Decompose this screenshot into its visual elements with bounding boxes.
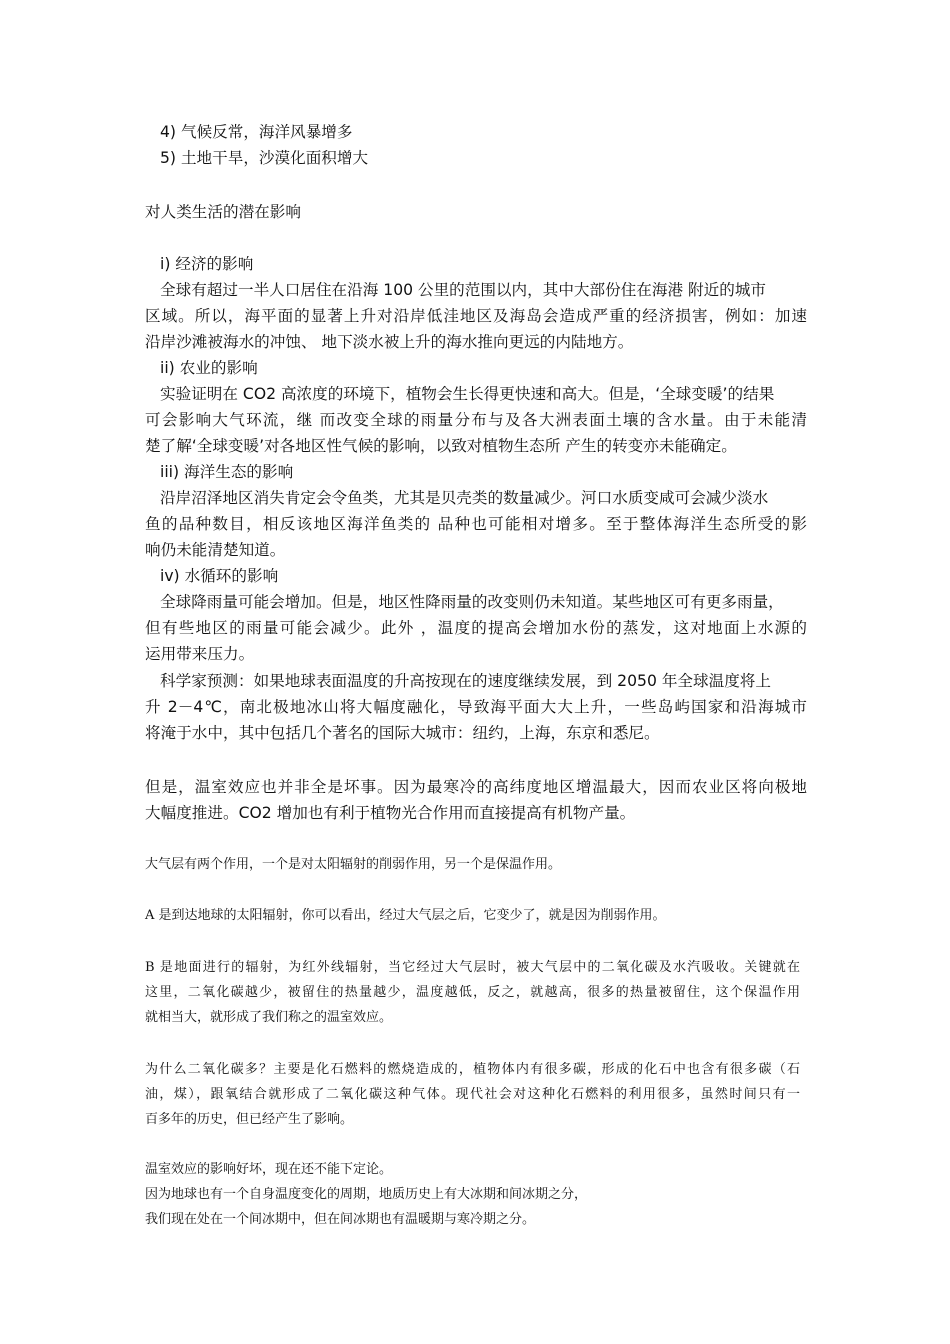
section-heading-economy: i) 经济的影响 [160,255,254,273]
paragraph-line: 楚了解‘全球变暖’对各地区性气候的影响，以致对植物生态所 产生的转变亦未能确定。 [145,437,737,455]
section-heading-ocean-ecology: iii) 海洋生态的影响 [160,463,294,481]
small-paragraph-line: 温室效应的影响好坏，现在还不能下定论。 [145,1162,393,1177]
paragraph-line: 运用带来压力。 [145,645,255,663]
paragraph-line: 鱼的品种数目，相反该地区海洋鱼类的 品种也可能相对增多。至于整体海洋生态所受的影 [145,515,807,533]
small-paragraph-line: 百多年的历史，但已经产生了影响。 [145,1112,354,1127]
however-line: 大幅度推进。CO2 增加也有利于植物光合作用而直接提高有机物产量。 [145,804,636,822]
prediction-line: 科学家预测：如果地球表面温度的升高按现在的速度继续发展，到 2050 年全球温度将上 [160,672,771,690]
paragraph-line: 区域。所以，海平面的显著上升对沿岸低洼地区及海岛会造成严重的经济损害，例如：加速 [145,307,807,325]
paragraph-line: 全球有超过一半人口居住在沿海 100 公里的范围以内，其中大部份住在海港 附近的城市 [160,281,767,299]
small-paragraph-line: 油，煤），跟氧结合就形成了二氧化碳这种气体。现代社会对这种化石燃料的利用很多，虽然时间只有一 [145,1087,800,1102]
small-paragraph-line: 我们现在处在一个间冰期中，但在间冰期也有温暖期与寒冷期之分。 [145,1212,536,1227]
however-line: 但是，温室效应也并非全是坏事。因为最寒冷的高纬度地区增温最大，因而农业区将向极地 [145,778,807,796]
prediction-line: 升 2－4℃，南北极地冰山将大幅度融化，导致海平面大大上升，一些岛屿国家和沿海城市 [145,698,807,716]
paragraph-line: 沿岸沙滩被海水的冲蚀、 地下淡水被上升的海水推向更远的内陆地方。 [145,333,634,351]
paragraph-line: 沿岸沼泽地区消失肯定会令鱼类，尤其是贝壳类的数量减少。河口水质变咸可会减少淡水 [160,489,769,507]
paragraph-line: 但有些地区的雨量可能会减少。此外 ，温度的提高会增加水份的蒸发，这对地面上水源的 [145,619,807,637]
paragraph-line: 响仍未能清楚知道。 [145,541,286,559]
section-title: 对人类生活的潜在影响 [145,203,301,221]
small-paragraph-line: 大气层有两个作用，一个是对太阳辐射的削弱作用，另一个是保温作用。 [145,857,562,872]
small-paragraph-line: B 是地面进行的辐射，为红外线辐射，当它经过大气层时，被大气层中的二氧化碳及水汽吸收。关键就在 [145,960,800,975]
section-heading-agriculture: ii) 农业的影响 [160,359,258,377]
small-paragraph-line: 这里，二氧化碳越少，被留住的热量越少，温度越低，反之，就越高，很多的热量被留住，这个保温作用 [145,985,800,1000]
section-heading-water-cycle: iv) 水循环的影响 [160,567,279,585]
paragraph-line: 全球降雨量可能会增加。但是，地区性降雨量的改变则仍未知道。某些地区可有更多雨量， [160,593,784,611]
list-item-5: 5) 土地干旱，沙漠化面积增大 [160,149,369,167]
small-paragraph-line: 为什么二氧化碳多？主要是化石燃料的燃烧造成的，植物体内有很多碳，形成的化石中也含有很多碳（石 [145,1062,800,1077]
small-paragraph-line: 就相当大，就形成了我们称之的温室效应。 [145,1010,393,1025]
paragraph-line: 可会影响大气环流，继 而改变全球的雨量分布与及各大洲表面土壤的含水量。由于未能清 [145,411,807,429]
paragraph-line: 实验证明在 CO2 高浓度的环境下，植物会生长得更快速和高大。但是，‘全球变暖’的结果 [160,385,775,403]
prediction-line: 将淹于水中，其中包括几个著名的国际大城市：纽约，上海，东京和悉尼。 [145,724,660,742]
small-paragraph-line: 因为地球也有一个自身温度变化的周期，地质历史上有大冰期和间冰期之分， [145,1187,588,1202]
small-paragraph-line: A 是到达地球的太阳辐射，你可以看出，经过大气层之后，它变少了，就是因为削弱作用。 [145,908,666,923]
list-item-4: 4) 气候反常，海洋风暴增多 [160,123,353,141]
